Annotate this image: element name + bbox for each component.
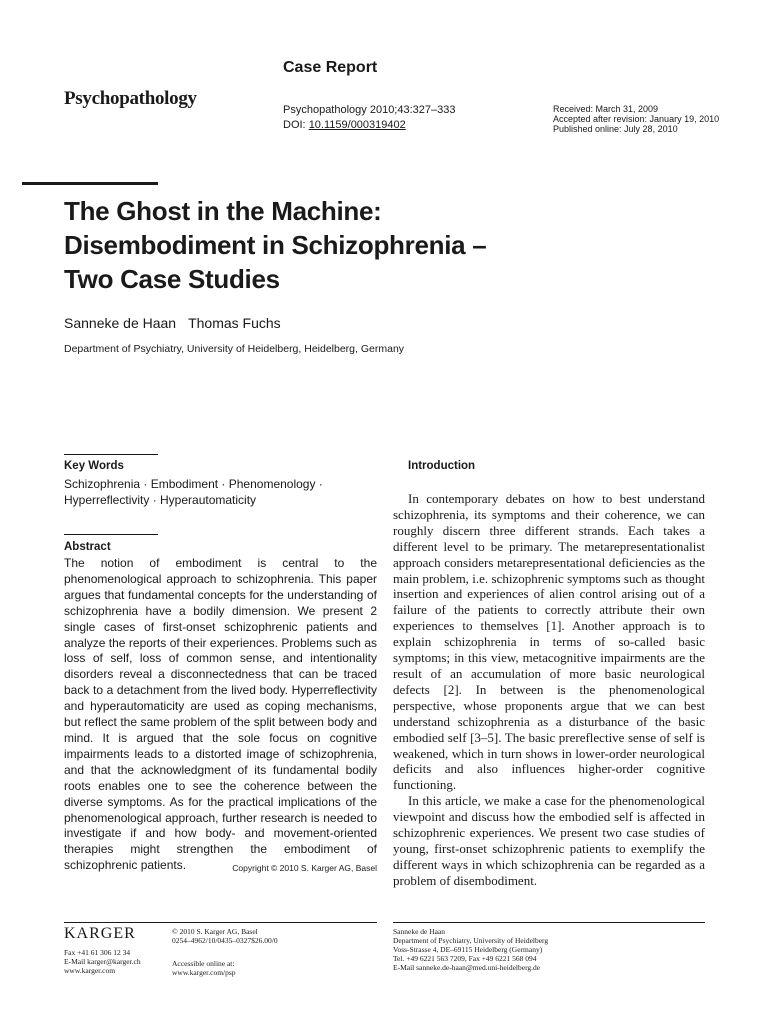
citation: Psychopathology 2010;43:327–333: [283, 104, 456, 116]
abstract-body: [64, 556, 377, 877]
doi-line: [283, 118, 455, 133]
keywords-line: Schizophrenia · Embodiment · Phenomenology ·: [64, 477, 323, 491]
introduction-body: [393, 491, 705, 889]
keywords-rule: [64, 454, 158, 455]
introduction-heading: Introduction: [408, 460, 476, 472]
abstract-heading: Abstract: [64, 541, 111, 553]
copyright-line: © 2010 S. Karger AG, Basel: [172, 927, 258, 936]
article-title: [64, 194, 624, 296]
copyright-code: 0254–4962/10/0435–0327$26.00/0: [172, 936, 278, 945]
affiliation: Department of Psychiatry, University of Heidelberg, Heidelberg, Germany: [64, 343, 405, 355]
address-line: Department of Psychiatry, University of Heidelberg: [393, 936, 549, 945]
dates-block: [553, 104, 719, 134]
title-line: Two Case Studies: [64, 264, 280, 294]
address-line: Tel. +49 6221 563 7209, Fax +49 6221 568 094: [393, 954, 537, 963]
publisher-contact: [64, 948, 141, 975]
author-name: Thomas Fuchs: [188, 315, 281, 331]
address-name: Sanneke de Haan: [393, 927, 446, 936]
abstract-copyright: Copyright © 2010 S. Karger AG, Basel: [232, 863, 377, 874]
published-date: Published online: July 28, 2010: [553, 124, 678, 134]
title-line: Disembodiment in Schizophrenia –: [64, 230, 487, 260]
doi-link[interactable]: 10.1159/000319402: [308, 119, 406, 131]
footer-rule-right: [393, 922, 705, 923]
title-line: The Ghost in the Machine:: [64, 196, 382, 226]
doi-label: DOI:: [283, 119, 306, 131]
footer-copyright: [172, 927, 278, 945]
publisher-web: www.karger.com: [64, 966, 116, 975]
publisher-email: E-Mail karger@karger.ch: [64, 957, 141, 966]
online-url: www.karger.com/psp: [172, 968, 236, 977]
footer-online: [172, 959, 236, 977]
online-label: Accessible online at:: [172, 959, 235, 968]
keywords-heading: Key Words: [64, 460, 124, 472]
author-name: Sanneke de Haan: [64, 315, 177, 331]
citation-block: [283, 103, 455, 133]
address-line: E-Mail sanneke.de-haan@med.uni-heidelberg.de: [393, 963, 541, 972]
authors: [64, 315, 281, 331]
paragraph: In contemporary debates on how to best understand schizophrenia, its symptoms and their coherence, we can roughly discern three different strands. Each takes a different level to be primary. The metarepresentationalist approach considers metarepresentational deficiencies as the main problem, i.e. schizophrenic symptoms such as thought insertion and experiences of alien control arising out of a failure of the patients to correctly attribute their own experiences to themselves [1]. Another approach is to explain schizophrenia in terms of so-called basic symptoms; in this view, metacognitive impairments are the result of an accumulation of more basic neurological defects [2]. In between is the phenomenological perspective, whose proponents argue that we can best understand schizophrenia as a disturbance of the basic embodied self [3–5]. The basic prereflective sense of self is weakened, which in turn shows in lower-order neurological deficits and also influences higher-order cognitive functioning.: [393, 491, 705, 793]
abstract-rule: [64, 534, 158, 535]
paragraph: In this article, we make a case for the phenomenological viewpoint and discuss how the embodied self is affected in schizophrenic experiences. We present two case studies of young, first-onset schizophrenic patients to exemplify the different ways in which schizophrenia can be regarded as a problem of disembodiment.: [393, 793, 705, 888]
keywords-line: Hyperreflectivity · Hyperautomaticity: [64, 493, 257, 507]
keywords-list: [64, 476, 384, 508]
correspondence-address: [393, 927, 548, 972]
footer-rule-left: [64, 922, 377, 923]
address-line: Voss-Strasse 4, DE–69115 Heidelberg (Germany): [393, 945, 543, 954]
abstract-text: The notion of embodiment is central to the phenomenological approach to schizophrenia. This paper argues that fundamental concepts for the understanding of schizophrenia have a bodily dimension. We present 2 single cases of first-onset schizophrenic patients and analyze the reports of their experiences. Problems such as loss of self, loss of common sense, and intentionality disorders reveal a disconnectedness that can be traced back to a detachment from the lived body. Hyperreflectivity and hyperautomaticity are used as coping mechanisms, but reflect the same problem of the split between body and mind. It is argued that the sole focus on cognitive impairments leads to a distorted image of schizophrenia, and that the acknowledgment of its fundamental bodily roots enables one to see the coherence between the diverse symptoms. As for the practical implications of the phenomenological approach, further research is needed to investigate if and how body- and movement-oriented therapies might strengthen the embodiment of schizophrenic patients.: [64, 556, 377, 873]
journal-logo: Psychopathology: [64, 88, 197, 109]
article-type: Case Report: [283, 59, 378, 76]
title-rule: [22, 182, 158, 185]
publisher-logo: KARGER: [64, 925, 136, 942]
accepted-date: Accepted after revision: January 19, 2010: [553, 114, 720, 124]
received-date: Received: March 31, 2009: [553, 104, 659, 114]
publisher-fax: Fax +41 61 306 12 34: [64, 948, 131, 957]
